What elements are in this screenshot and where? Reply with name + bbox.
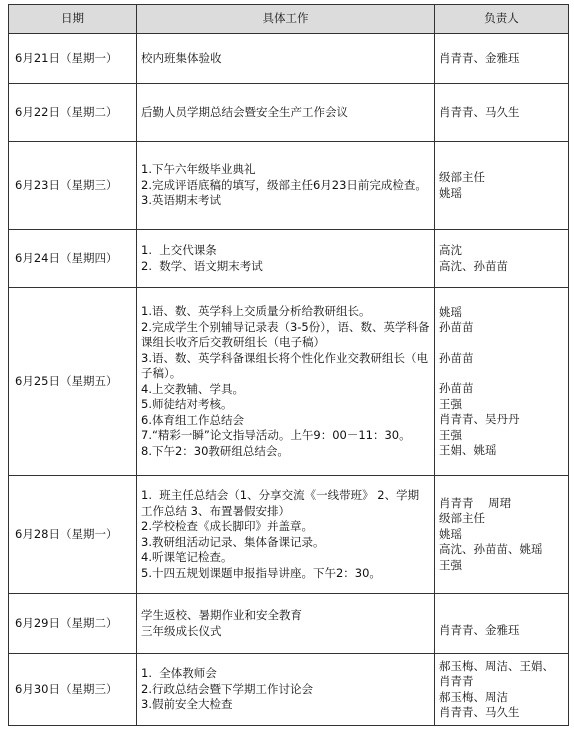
owner-cell: 高沈 高沈、孙苗苗 [435,230,569,288]
table-row [9,654,569,726]
date-cell: 6月25日（星期五） [9,288,137,476]
work-header: 具体工作 [137,5,435,34]
date-cell: 6月28日（星期一） [9,476,137,594]
date-cell: 6月23日（星期三） [9,142,137,230]
table-row [9,288,569,476]
owner-cell: 肖青青、金雅珏 [435,594,569,654]
header-row [9,5,569,34]
work-cell: 1. 上交代课条 2. 数学、语文期末考试 [137,230,435,288]
work-cell: 1.语、数、英学科上交质量分析给教研组长。 2.完成学生个别辅导记录表（3-5份），语、数、英学科备课组长收齐后交教研组长（电子稿） 3.语、数、英学科备课组长将个性化作业交教研组长（电子稿）。 4.上交教辅、学具。 5.师徒结对考核。 6.体育组工作总结会 7.“精彩一瞬”论文指导活动。上午9：00－11：30。 8.下午2：30教研组总结会。 [137,288,435,476]
owner-cell: 肖青青、金雅珏 [435,34,569,84]
date-cell: 6月29日（星期二） [9,594,137,654]
date-cell: 6月30日（星期三） [9,654,137,726]
owner-cell: 姚瑶 孙苗苗 孙苗苗 孙苗苗 王强 肖青青、吴丹丹 王强 王娟、姚瑶 [435,288,569,476]
table-row [9,230,569,288]
date-header: 日期 [9,5,137,34]
work-cell: 1. 班主任总结会（1、分享交流《一线带班》 2、学期工作总结 3、布置暑假安排） 2.学校检查《成长脚印》并盖章。 3.教研组活动记录、集体备课记录。 4.听课笔记检查。 5.十四五规划课题申报指导讲座。下午2：30。 [137,476,435,594]
work-cell: 学生返校、暑期作业和安全教育 三年级成长仪式 [137,594,435,654]
table-row [9,84,569,142]
owner-cell: 肖青青、马久生 [435,84,569,142]
work-cell: 校内班集体验收 [137,34,435,84]
work-cell: 1. 全体教师会 2.行政总结会暨下学期工作讨论会 3.假前安全大检查 [137,654,435,726]
weekly-schedule-table [8,4,569,726]
work-cell: 后勤人员学期总结会暨安全生产工作会议 [137,84,435,142]
table-row [9,34,569,84]
work-cell: 1.下午六年级毕业典礼 2.完成评语底稿的填写，级部主任6月23日前完成检查。 3.英语期末考试 [137,142,435,230]
owner-cell: 肖青青 周珺 级部主任 姚瑶 高沈、孙苗苗、姚瑶 王强 [435,476,569,594]
date-cell: 6月21日（星期一） [9,34,137,84]
date-cell: 6月22日（星期二） [9,84,137,142]
table-row [9,142,569,230]
owner-cell: 级部主任 姚瑶 [435,142,569,230]
owner-header: 负责人 [435,5,569,34]
owner-cell: 郝玉梅、周洁、王娟、肖青青 郝玉梅、周洁 肖青青、马久生 [435,654,569,726]
date-cell: 6月24日（星期四） [9,230,137,288]
table-row [9,476,569,594]
table-row [9,594,569,654]
